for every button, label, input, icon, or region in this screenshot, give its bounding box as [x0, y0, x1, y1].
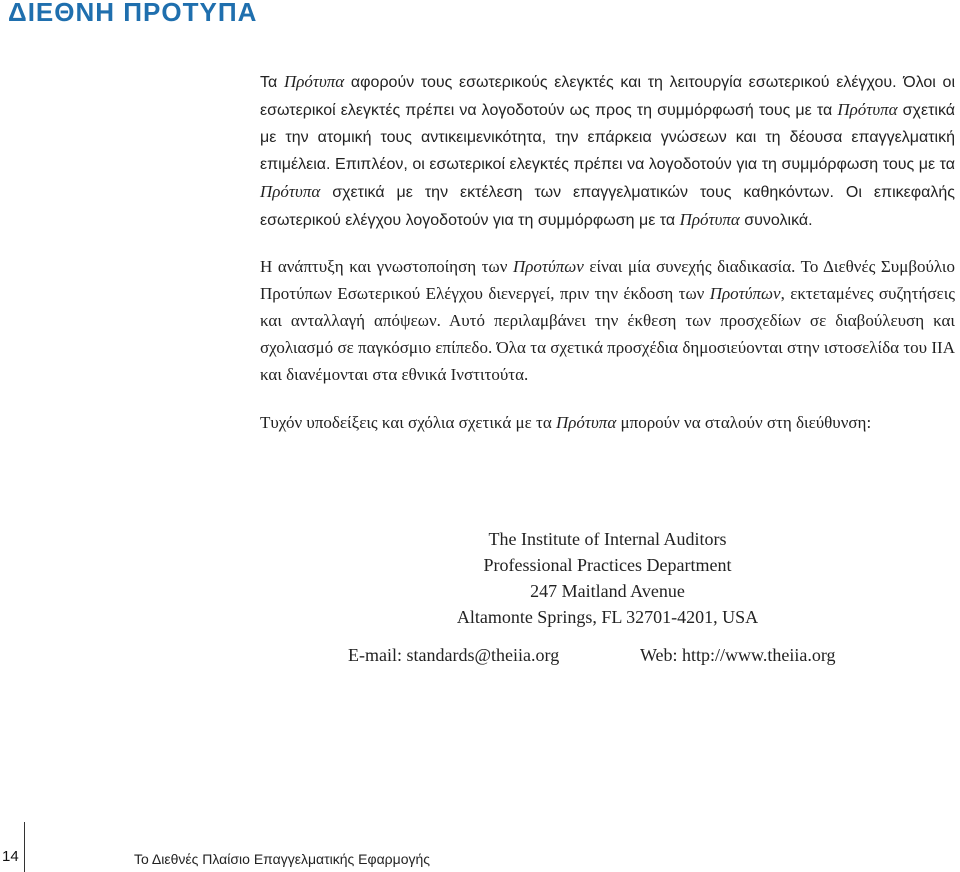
main-content [260, 68, 955, 436]
text-span: συνολικά. [739, 212, 813, 229]
address-line: Professional Practices Department [483, 555, 732, 575]
text-span: μπορούν να σταλούν στη διεύθυνση: [616, 413, 872, 432]
page-heading: ΔΙΕΘΝΗ ΠΡΟΤΥΠΑ [8, 0, 258, 27]
paragraph-feedback [260, 409, 955, 436]
address-line: Altamonte Springs, FL 32701-4201, USA [456, 607, 759, 627]
text-span: αφορούν τους εσωτερικούς ελεγκτές και τη λειτουργία εσωτερικού ελέγχου. Όλοι οι εσωτερικοί ελεγκτές πρέπει να λογοδοτούν ως προς τη συμμόρφωσή τους με τα [260, 74, 955, 119]
text-span: Τυχόν υποδείξεις και σχόλια σχετικά με τα [260, 413, 556, 432]
text-span: Τα [260, 74, 284, 91]
emphasis-standards: Πρότυπα [555, 413, 617, 432]
paragraph-development [260, 253, 955, 388]
emphasis-standards: Προτύπων [709, 284, 781, 303]
emphasis-standards: Πρότυπα [283, 72, 345, 91]
postal-address [260, 526, 955, 630]
address-line: The Institute of Internal Auditors [488, 529, 727, 549]
text-span: σχετικά με την ατομική τους αντικειμενικότητα, την επάρκεια γνώσεων και τη δέουσα επαγγελματική επιμέλεια. Επιπλέον, οι εσωτερικοί ελεγκτές πρέπει να λογοδοτούν για τη συμμόρφωση τους με τα [260, 102, 956, 173]
emphasis-standards: Προτύπων [512, 257, 584, 276]
emphasis-standards: Πρότυπα [837, 100, 898, 119]
page-number: 14 [2, 848, 19, 865]
text-span: , εκτεταμένες συζητήσεις και ανταλλαγή απόψεων. Αυτό περιλαμβάνει την έκθεση των προσχεδίων σε διαβούλευση και σχολιασμό σε παγκόσμιο επίπεδο. Όλα τα σχετικά προσχέδια δημοσιεύονται στην ιστοσελίδα του IIA και διανέμονται στα εθνικά Ινστιτούτα. [260, 284, 955, 384]
text-span: σχετικά με την εκτέλεση των επαγγελματικών τους καθηκόντων. Οι επικεφαλής εσωτερικού ελέγχου λογοδοτούν για τη συμμόρφωση με τα [260, 184, 955, 229]
paragraph-scope [260, 68, 955, 234]
text-span: είναι μία συνεχής διαδικασία. Το Διεθνές Συμβούλιο Προτύπων Εσωτερικού Ελέγχου διενεργεί, πριν την έκδοση των [260, 257, 955, 303]
address-line: 247 Maitland Avenue [530, 581, 685, 601]
contact-info [348, 642, 836, 668]
footer-title: Το Διεθνές Πλαίσιο Επαγγελματικής Εφαρμογής [134, 851, 431, 867]
email-link[interactable]: E-mail: standards@theiia.org [348, 645, 560, 665]
text-span: Η ανάπτυξη και γνωστοποίηση των [260, 257, 513, 276]
emphasis-standards: Πρότυπα [679, 210, 740, 229]
emphasis-standards: Πρότυπα [260, 182, 321, 201]
web-link[interactable]: Web: http://www.theiia.org [640, 645, 836, 665]
